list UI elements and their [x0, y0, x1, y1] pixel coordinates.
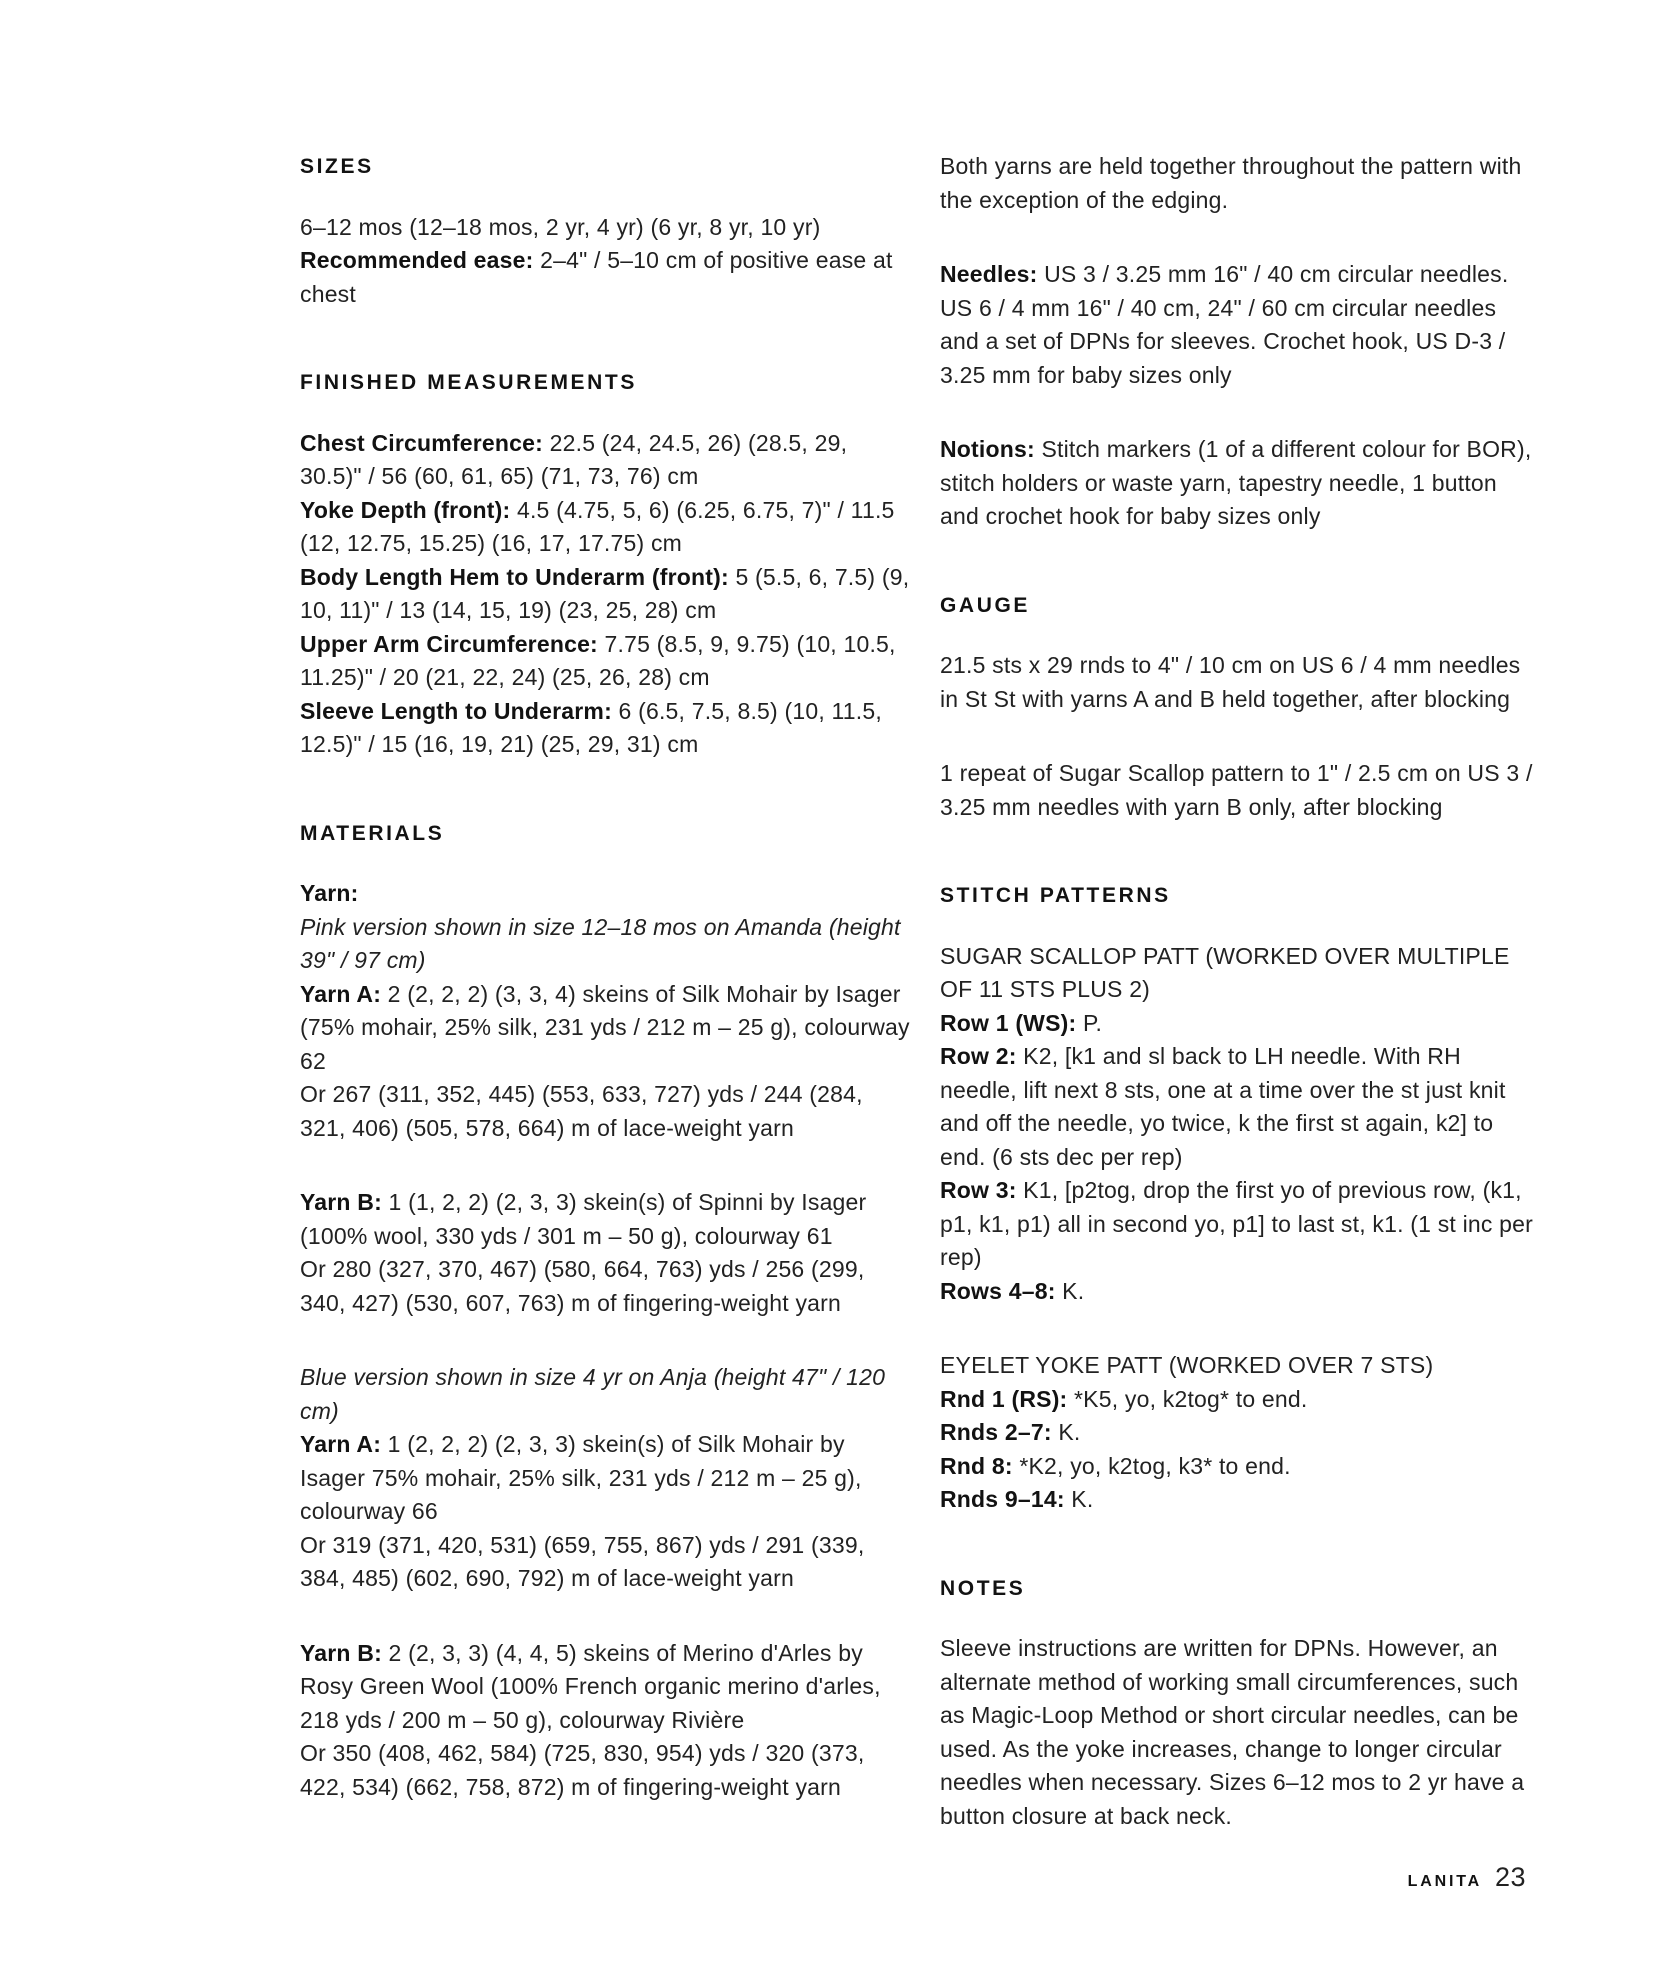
rnd-instruction: *K2, yo, k2tog, k3* to end.	[1012, 1452, 1291, 1479]
measurement-upper-arm	[300, 628, 910, 695]
sizes-heading: SIZES	[300, 155, 374, 178]
measurement-value: 6 (6.5, 7.5, 8.5) (10, 11.5, 12.5)" / 15 (16, 19, 21) (25, 29, 31) cm	[300, 697, 882, 757]
materials-heading: MATERIALS	[300, 821, 445, 845]
pattern-row	[940, 1007, 1540, 1041]
row-label: Row 2:	[940, 1043, 1017, 1069]
yarn-b-label: Yarn B:	[300, 1189, 382, 1215]
gauge-heading: GAUGE	[940, 593, 1031, 617]
finished-measurements-heading: FINISHED MEASUREMENTS	[300, 371, 637, 394]
measurement-label: Body Length Hem to Underarm (front):	[300, 563, 729, 590]
yarn-b-detail: 2 (2, 3, 3) (4, 4, 5) skeins of Merino d'Arles by Rosy Green Wool (100% French organic merino d'arles, 218 yds / 200 m – 50 g), colourway Rivière	[300, 1639, 881, 1733]
yarn-a-detail: 1 (2, 2, 2) (2, 3, 3) skein(s) of Silk Mohair by Isager 75% mohair, 25% silk, 231 yds / 212 m – 25 g), colourway 66	[300, 1431, 862, 1524]
pattern-rnd	[940, 1450, 1540, 1484]
sizes-range: 6–12 mos (12–18 mos, 2 yr, 4 yr) (6 yr, 8 yr, 10 yr)	[300, 213, 821, 240]
yarn-a-label: Yarn A:	[300, 1431, 382, 1457]
notes-heading: NOTES	[940, 1576, 1026, 1600]
pink-yarn-a-alternative: Or 267 (311, 352, 445) (553, 633, 727) yds / 244 (284, 321, 406) (505, 578, 664) m of lace-weight yarn	[300, 1081, 863, 1141]
pattern-rnd	[940, 1483, 1540, 1517]
pink-yarn-b-block	[300, 1186, 910, 1320]
rnd-label: Rnds 9–14:	[940, 1486, 1065, 1512]
eyelet-yoke-pattern	[940, 1349, 1540, 1517]
pink-yarn-a	[300, 978, 910, 1079]
measurement-sleeve-length	[300, 695, 910, 762]
yarn-label-line	[300, 877, 910, 911]
yarn-a-label: Yarn A:	[300, 980, 382, 1007]
stitch-patterns-heading: STITCH PATTERNS	[940, 884, 1171, 907]
sugar-scallop-title: SUGAR SCALLOP PATT (WORKED OVER MULTIPLE OF 11 STS PLUS 2)	[940, 942, 1510, 1002]
yarn-pink-version-block	[300, 877, 910, 1145]
recommended-ease-label: Recommended ease:	[300, 247, 534, 273]
page-footer	[1408, 1862, 1526, 1893]
measurement-body-length	[300, 561, 910, 628]
row-label: Row 3:	[940, 1177, 1017, 1203]
pink-yarn-b-alternative: Or 280 (327, 370, 467) (580, 664, 763) yds / 256 (299, 340, 427) (530, 607, 763) m of fingering-weight yarn	[300, 1256, 865, 1316]
blue-yarn-b-block	[300, 1637, 910, 1805]
notes-paragraph: Sleeve instructions are written for DPNs. However, an alternate method of working small circumferences, such as Magic-Loop Method or short circular needles, can be used. As the yoke increases, change to longer circular needles when necessary. Sizes 6–12 mos to 2 yr have a button closure at back neck.	[940, 1635, 1525, 1829]
rnd-label: Rnd 8:	[940, 1452, 1013, 1479]
measurement-label: Yoke Depth (front):	[300, 496, 511, 523]
eyelet-yoke-title: EYELET YOKE PATT (WORKED OVER 7 STS)	[940, 1352, 1434, 1378]
left-column	[300, 150, 910, 1874]
recommended-ease	[300, 244, 910, 311]
needles-detail: US 3 / 3.25 mm 16" / 40 cm circular needles. US 6 / 4 mm 16" / 40 cm, 24" / 60 cm circular needles and a set of DPNs for sleeves. Crochet hook, US D-3 / 3.25 mm for baby sizes only	[940, 261, 1509, 388]
pattern-row	[940, 1040, 1540, 1174]
pattern-rnd	[940, 1383, 1540, 1417]
row-instruction: K2, [k1 and sl back to LH needle. With RH needle, lift next 8 sts, one at a time over the st just knit and off the needle, yo twice, k the first st again, k2] to end. (6 sts dec per rep)	[940, 1043, 1506, 1170]
recommended-ease-value: 2–4" / 5–10 cm of positive ease at chest	[300, 247, 893, 307]
pattern-row	[940, 1174, 1540, 1275]
measurement-chest	[300, 427, 910, 494]
blue-yarn-b	[300, 1637, 910, 1738]
rnd-instruction: *K5, yo, k2tog* to end.	[1067, 1385, 1308, 1412]
gauge-stockinette: 21.5 sts x 29 rnds to 4" / 10 cm on US 6 / 4 mm needles in St St with yarns A and B held together, after blocking	[940, 652, 1521, 712]
needles-label: Needles:	[940, 261, 1038, 287]
yarn-label: Yarn:	[300, 880, 359, 906]
yarn-b-label: Yarn B:	[300, 1639, 382, 1666]
notions-label: Notions:	[940, 436, 1035, 462]
blue-yarn-b-alternative: Or 350 (408, 462, 584) (725, 830, 954) yds / 320 (373, 422, 534) (662, 758, 872) m of fingering-weight yarn	[300, 1740, 865, 1800]
sizes-block	[300, 211, 910, 312]
row-instruction: P.	[1076, 1009, 1103, 1036]
row-label: Row 1 (WS):	[940, 1009, 1077, 1036]
sugar-scallop-pattern	[940, 940, 1540, 1309]
row-label: Rows 4–8:	[940, 1277, 1056, 1304]
needles-block	[940, 258, 1540, 392]
two-column-layout	[300, 150, 1540, 1874]
measurement-label: Sleeve Length to Underarm:	[300, 697, 612, 724]
blue-version-block	[300, 1361, 910, 1596]
pink-yarn-b	[300, 1186, 910, 1253]
finished-measurements-block	[300, 427, 910, 762]
measurement-value: 22.5 (24, 24.5, 26) (28.5, 29, 30.5)" / 56 (60, 61, 65) (71, 73, 76) cm	[300, 429, 848, 489]
yarns-held-together-note: Both yarns are held together throughout the pattern with the exception of the edging.	[940, 153, 1522, 213]
rnd-instruction: K.	[1051, 1419, 1081, 1445]
pink-version-note: Pink version shown in size 12–18 mos on Amanda (height 39" / 97 cm)	[300, 913, 901, 973]
blue-version-note: Blue version shown in size 4 yr on Anja (height 47" / 120 cm)	[300, 1364, 886, 1424]
pattern-rnd	[940, 1416, 1540, 1450]
measurement-yoke-depth	[300, 494, 910, 561]
pattern-row	[940, 1275, 1540, 1309]
measurement-label: Upper Arm Circumference:	[300, 630, 598, 657]
rnd-instruction: K.	[1064, 1486, 1094, 1512]
measurement-label: Chest Circumference:	[300, 429, 544, 456]
pattern-name: LANITA	[1407, 1873, 1482, 1890]
page-number: 23	[1494, 1862, 1526, 1892]
rnd-label: Rnd 1 (RS):	[940, 1385, 1068, 1412]
notions-block	[940, 433, 1540, 534]
measurement-value: 7.75 (8.5, 9, 9.75) (10, 10.5, 11.25)" / 20 (21, 22, 24) (25, 26, 28) cm	[300, 630, 896, 690]
measurement-value: 4.5 (4.75, 5, 6) (6.25, 6.75, 7)" / 11.5 (12, 12.75, 15.25) (16, 17, 17.75) cm	[300, 496, 895, 556]
yarn-b-detail: 1 (1, 2, 2) (2, 3, 3) skein(s) of Spinni by Isager (100% wool, 330 yds / 301 m – 50 g), colourway 61	[300, 1189, 867, 1249]
blue-yarn-a-alternative: Or 319 (371, 420, 531) (659, 755, 867) yds / 291 (339, 384, 485) (602, 690, 792) m of lace-weight yarn	[300, 1531, 865, 1591]
row-instruction: K.	[1055, 1277, 1085, 1304]
measurement-value: 5 (5.5, 6, 7.5) (9, 10, 11)" / 13 (14, 15, 19) (23, 25, 28) cm	[300, 563, 910, 623]
blue-yarn-a	[300, 1428, 910, 1529]
notions-detail: Stitch markers (1 of a different colour for BOR), stitch holders or waste yarn, tapestry needle, 1 button and crochet hook for baby sizes only	[940, 436, 1532, 529]
gauge-sugar-scallop: 1 repeat of Sugar Scallop pattern to 1" / 2.5 cm on US 3 / 3.25 mm needles with yarn B only, after blocking	[940, 760, 1533, 820]
row-instruction: K1, [p2tog, drop the first yo of previous row, (k1, p1, k1, p1) all in second yo, p1] to last st, k1. (1 st inc per rep)	[940, 1177, 1534, 1270]
yarn-a-detail: 2 (2, 2, 2) (3, 3, 4) skeins of Silk Mohair by Isager (75% mohair, 25% silk, 231 yds / 212 m – 25 g), colourway 62	[300, 980, 910, 1074]
rnd-label: Rnds 2–7:	[940, 1419, 1052, 1445]
right-column	[940, 150, 1540, 1874]
